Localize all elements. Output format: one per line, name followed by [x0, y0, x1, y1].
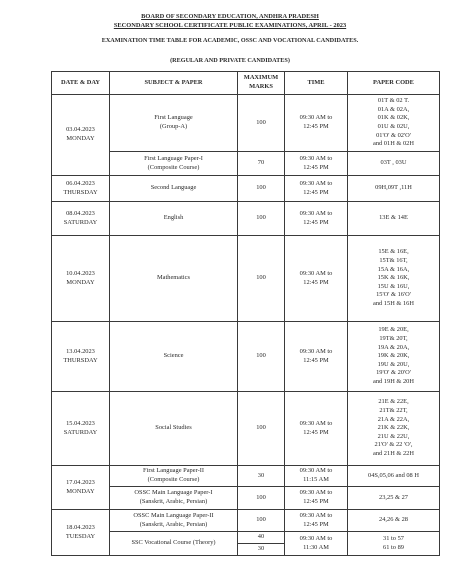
table-row: [52, 236, 440, 322]
subject-cell: [110, 322, 238, 392]
cell-line: 09:30 AM to: [299, 467, 333, 475]
subject-cell: [110, 95, 238, 152]
paper-code-cell: [348, 202, 440, 236]
marks-cell: 100: [238, 322, 285, 392]
cell-line: (Composite Course): [147, 476, 200, 483]
paper-code-cell: [348, 152, 440, 176]
cell-line: 09:30 AM to: [299, 209, 333, 217]
cell-line: 09:30 AM to: [299, 269, 333, 277]
board-title: BOARD OF SECONDARY EDUCATION, ANDHRA PRADESH: [141, 13, 319, 20]
marks-cell: 100: [238, 95, 285, 152]
subject-cell: [110, 510, 238, 532]
cell-line: 24,26 & 28: [379, 516, 408, 524]
cell-line: and 01H & 02H: [372, 140, 414, 148]
subject-cell: [110, 392, 238, 466]
cell-line: 12:45 PM: [303, 428, 329, 436]
table-row: [52, 392, 440, 466]
cell-line: 12:45 PM: [303, 218, 329, 226]
cell-line: OSSC Main Language Paper-I: [134, 489, 213, 497]
cell-line: 01A & 02A,: [377, 105, 410, 113]
cell-line: 15'O' & 16'O': [376, 291, 411, 299]
cell-line: 09:30 AM to: [299, 179, 333, 187]
marks-cell: 100: [238, 487, 285, 510]
cell-line: Social Studies: [155, 424, 192, 432]
table-row: [52, 176, 440, 202]
cell-line: 01T & 02 T.: [377, 97, 410, 105]
cell-line: (Composite Course): [147, 163, 200, 171]
paper-code-cell: [348, 236, 440, 322]
cell-line: 19T& 20T,: [379, 335, 408, 343]
marks-cell: 40: [238, 532, 285, 544]
cell-line: and 19H & 20H: [372, 377, 414, 385]
marks-cell: 30: [238, 544, 285, 556]
cell-line: and 15H & 16H: [372, 299, 414, 307]
cell-line: Mathematics: [156, 274, 190, 282]
paper-code-cell: [348, 510, 440, 532]
cell-line: 01U & 02U,: [377, 123, 410, 130]
cell-line: (Sanskrit, Arabic, Persian): [139, 498, 208, 505]
time-cell: [285, 322, 348, 392]
cell-line: 09H,09T ,11H: [375, 184, 412, 192]
col-header-marks: MAXIMUM MARKS: [238, 72, 285, 95]
date-cell: 18.04.2023 TUESDAY: [52, 510, 110, 556]
marks-cell: 100: [238, 202, 285, 236]
date-cell: 08.04.2023 SATURDAY: [52, 202, 110, 236]
subject-cell: [110, 466, 238, 487]
time-cell: [285, 176, 348, 202]
cell-line: 19E & 20E,: [378, 326, 409, 334]
cell-line: 09:30 AM to: [299, 154, 333, 162]
cell-line: 09:30 AM to: [299, 114, 333, 122]
date-cell: 03.04.2023 MONDAY: [52, 95, 110, 176]
cell-line: 09:30 AM to: [299, 511, 333, 519]
time-cell: [285, 487, 348, 510]
table-row: [52, 202, 440, 236]
col-header-subject: SUBJECT & PAPER: [110, 72, 238, 95]
time-cell: [285, 466, 348, 487]
cell-line: 19'O' & 20'O': [376, 369, 411, 377]
date-cell: 15.04.2023 SATURDAY: [52, 392, 110, 466]
cell-line: 15E & 16E,: [378, 248, 409, 256]
subject-cell: [110, 152, 238, 176]
cell-line: 19K & 20K,: [377, 352, 410, 360]
cell-line: First Language Paper-II: [143, 467, 204, 475]
cell-line: and 21H & 22H: [372, 449, 414, 457]
paper-code-cell: [348, 95, 440, 152]
cell-line: 21E & 22E,: [378, 398, 409, 406]
cell-line: 15A & 16A,: [377, 265, 410, 273]
cell-line: First Language: [154, 114, 193, 122]
timetable-title: EXAMINATION TIME TABLE FOR ACADEMIC, OSSC AND VOCATIONAL CANDIDATES.: [101, 37, 359, 44]
table-row: [52, 510, 440, 532]
cell-line: OSSC Main Language Paper-II: [133, 511, 214, 519]
timetable: [51, 71, 440, 556]
cell-line: 01K & 02K,: [377, 114, 410, 122]
time-cell: [285, 236, 348, 322]
time-cell: [285, 202, 348, 236]
cell-line: 09:30 AM to: [299, 489, 333, 497]
date-cell: 17.04.2023 MONDAY: [52, 466, 110, 510]
paper-code-cell: [348, 176, 440, 202]
paper-code-cell: [348, 392, 440, 466]
table-row: [52, 95, 440, 152]
table-row: [52, 532, 440, 544]
cell-line: 15U & 16U,: [377, 282, 410, 290]
subject-cell: [110, 487, 238, 510]
marks-cell: 70: [238, 152, 285, 176]
paper-code-cell: [348, 466, 440, 487]
col-header-code: PAPER CODE: [348, 72, 440, 95]
cell-line: 09:30 AM to: [299, 534, 333, 542]
marks-cell: 100: [238, 236, 285, 322]
subject-cell: [110, 532, 238, 556]
subject-cell: [110, 176, 238, 202]
table-row: [52, 322, 440, 392]
cell-line: Second Language: [150, 184, 197, 192]
cell-line: 61 to 89: [383, 543, 404, 551]
cell-line: 12:45 PM: [303, 498, 329, 505]
cell-line: 12:45 PM: [303, 123, 329, 130]
subject-cell: [110, 236, 238, 322]
cell-line: 21'O' & 22 'O',: [374, 441, 413, 449]
cell-line: 31 to 57: [383, 534, 404, 542]
date-cell: 06.04.2023 THURSDAY: [52, 176, 110, 202]
cell-line: 11:15 AM: [303, 476, 329, 483]
cell-line: 21K & 22K,: [377, 424, 410, 432]
time-cell: [285, 152, 348, 176]
marks-cell: 100: [238, 510, 285, 532]
marks-cell: 100: [238, 176, 285, 202]
timetable-subtitle: (REGULAR AND PRIVATE CANDIDATES): [170, 57, 290, 64]
cell-line: 21T& 22T,: [379, 407, 408, 415]
table-row: [52, 152, 440, 176]
cell-line: 09:30 AM to: [299, 419, 333, 427]
cell-line: 12:45 PM: [303, 188, 329, 196]
cell-line: English: [163, 214, 184, 222]
col-header-time: TIME: [285, 72, 348, 95]
cell-line: 04S,05,06 and 08 H: [368, 471, 419, 479]
table-row: [52, 466, 440, 487]
marks-cell: 100: [238, 392, 285, 466]
cell-line: (Sanskrit, Arabic, Persian): [139, 520, 208, 528]
cell-line: First Language Paper-I: [144, 154, 203, 162]
cell-line: SSC Vocational Course (Theory): [131, 539, 216, 547]
cell-line: 12:45 PM: [303, 278, 329, 286]
cell-line: 13E & 14E: [379, 214, 408, 222]
date-cell: 13.04.2023 THURSDAY: [52, 322, 110, 392]
subject-cell: [110, 202, 238, 236]
cell-line: 03T , 03U: [380, 159, 407, 167]
time-cell: [285, 95, 348, 152]
marks-cell: 30: [238, 466, 285, 487]
cell-line: 15T& 16T,: [379, 257, 408, 265]
cell-line: 09:30 AM to: [299, 347, 333, 355]
paper-code-cell: [348, 487, 440, 510]
cell-line: 15K & 16K,: [377, 274, 410, 282]
cell-line: 12:45 PM: [303, 520, 329, 528]
cell-line: 12:45 PM: [303, 163, 329, 171]
cell-line: 21A & 22A,: [377, 415, 410, 423]
table-row: [52, 487, 440, 510]
col-header-date: DATE & DAY: [52, 72, 110, 95]
time-cell: [285, 532, 348, 556]
cell-line: 12:45 PM: [303, 356, 329, 364]
time-cell: [285, 392, 348, 466]
time-cell: [285, 510, 348, 532]
paper-code-cell: [348, 322, 440, 392]
cell-line: (Group-A): [159, 123, 188, 130]
cell-line: 19U & 20U,: [377, 360, 410, 368]
cell-line: Science: [163, 352, 184, 360]
exam-title: SECONDARY SCHOOL CERTIFICATE PUBLIC EXAMINATIONS, APRIL - 2023: [113, 22, 347, 29]
cell-line: 23,25 & 27: [379, 493, 408, 501]
cell-line: 11:30 AM: [303, 543, 329, 551]
cell-line: 21U & 22U,: [377, 432, 410, 440]
date-cell: 10.04.2023 MONDAY: [52, 236, 110, 322]
cell-line: 01'O' & 02'O': [376, 131, 411, 139]
table-header-row: [52, 72, 440, 95]
paper-code-cell: [348, 532, 440, 556]
cell-line: 19A & 20A,: [377, 343, 410, 351]
